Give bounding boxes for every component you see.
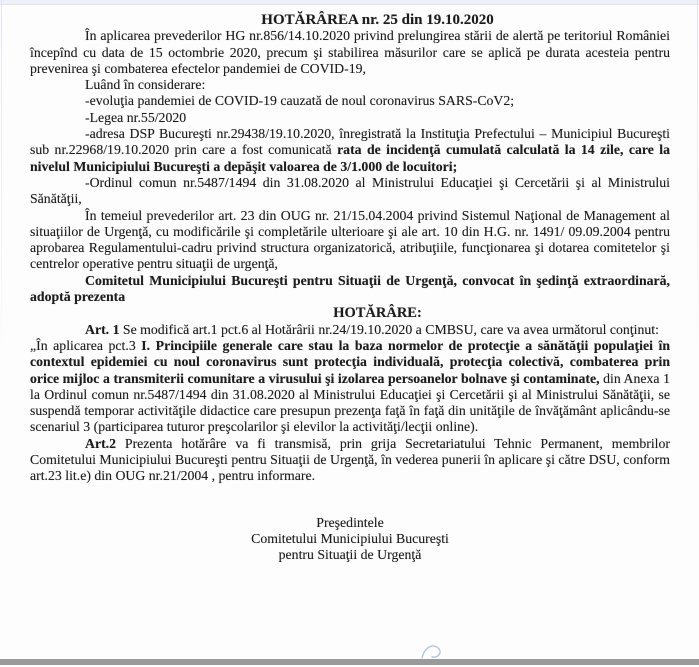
adresa-paragraph [30,126,670,175]
scan-edge-right [697,0,698,367]
adresa-bold-text: rata de incidenţă cumulată calculată la 14 zile, care la nivelul Municipiului Bucureşti a depăşit valoarea de 3/1.000 de locuitori; [30,142,670,174]
article-2-label: Art.2 [85,435,117,451]
signature-title: Preşedintele [316,514,384,530]
signature-department: pentru Situaţii de Urgenţă [278,547,422,563]
article-1-paragraph [30,322,670,338]
quote-bold-text: I. Principiile generale care stau la baza normelor de protecţie a sănătăţii populaţiei în contextul epidemiei cu noul coronavirus sunt protecţia individuală, protecţia colectivă, combaterea prin orice mijloc a transmiterii comunitare a virusului şi izolarea persoanelor bolnave şi contaminate, [30,337,670,386]
comitet-paragraph: Comitetul Municipiului Bucureşti pentru Situaţii de Urgenţă, convocat în şedinţă extraordinară, adoptă prezenta [30,272,670,305]
article-2-paragraph [30,436,670,485]
bullet-legea: -Legea nr.55/2020 [85,109,187,125]
temei-paragraph: În temeiul prevederilor art. 23 din OUG nr. 21/15.04.2004 privind Sistemul Naţional de Management al situaţiilor de Urgenţă, cu modificările şi completările ulterioare şi ale art. 10 din H.G. nr. 1491/ 09.09.2004 pentru aprobarea Regulamentului-cadru privind structura organizatorică, atribuţiile, funcţionarea şi dotarea comitetelor şi centrelor operative pentru situaţii de urgenţă, [30,207,670,272]
article-1-text: Se modifică art.1 pct.6 al Hotărârii nr.24/19.10.2020 a CMBSU, care va avea următorul conţinut: [119,321,659,337]
scan-top-strip [0,0,699,5]
document-title: HOTĂRÂREA nr. 25 din 19.10.2020 [261,12,494,28]
article-1-label: Art. 1 [85,321,120,337]
ordin-paragraph: -Ordinul comun nr.5487/1494 din 31.08.2020 al Ministrului Educaţiei şi Cercetării şi al Ministrului Sănătăţii, [30,174,670,207]
intro-paragraph [30,28,670,77]
article-2-text: Prezenta hotărâre va fi transmisă, prin grija Secretariatului Tehnic Permanent, membrilor Comitetului Municipiului Bucureşti pentru Situaţii de Urgenţă, în vederea punerii în aplicare şi către DSU, conform art.23 lit.e) din OUG nr.21/2004 , pentru informare. [30,435,670,484]
quote-paragraph [30,338,670,436]
signature-block [30,515,670,564]
quote-open-text: „În aplicarea pct.3 [30,337,142,353]
considering-line: Luând în considerare: [85,77,206,93]
intro-text: În aplicarea prevederilor HG nr.856/14.10.2020 privind prelungirea stării de alertă pe teritoriul României începînd cu data de 15 octombrie 2020, precum şi stabilirea măsurilor care se aplică pe durata acesteia pentru prevenirea şi combaterea efectelor pandemiei de COVID-19, [30,28,670,76]
scan-bottom-bar [0,659,699,665]
bullet-evolutia: -evoluţia pandemiei de COVID-19 cauzată de noul coronavirus SARS-CoV2; [85,93,515,109]
scan-edge-left [1,0,2,367]
quote-rest-text: din Anexa 1 la Ordinul comun nr.5487/1494 din 31.08.2020 al Ministrului Educaţiei şi Cercetării şi al Ministrului Sănătăţii, se suspendă temporar activităţile didactice care presupun prezenţa faţă în faţă din unităţile de învăţământ aplicându-se scenariul 3 (participarea tuturor preşcolarilor şi elevilor la activităţi/lecţii online). [30,370,671,435]
signature-ink-mark [418,641,460,661]
document-body [30,12,670,564]
adresa-text: -adresa DSP Bucureşti nr.29438/19.10.2020, înregistrată la Instituţia Prefectului – Municipiul Bucureşti sub nr.22968/19.10.2020 prin care a fost comunicată [30,126,670,158]
signature-committee: Comitetului Municipiului Bucureşti [251,530,449,546]
decision-heading: HOTĂRÂRE: [333,305,422,322]
